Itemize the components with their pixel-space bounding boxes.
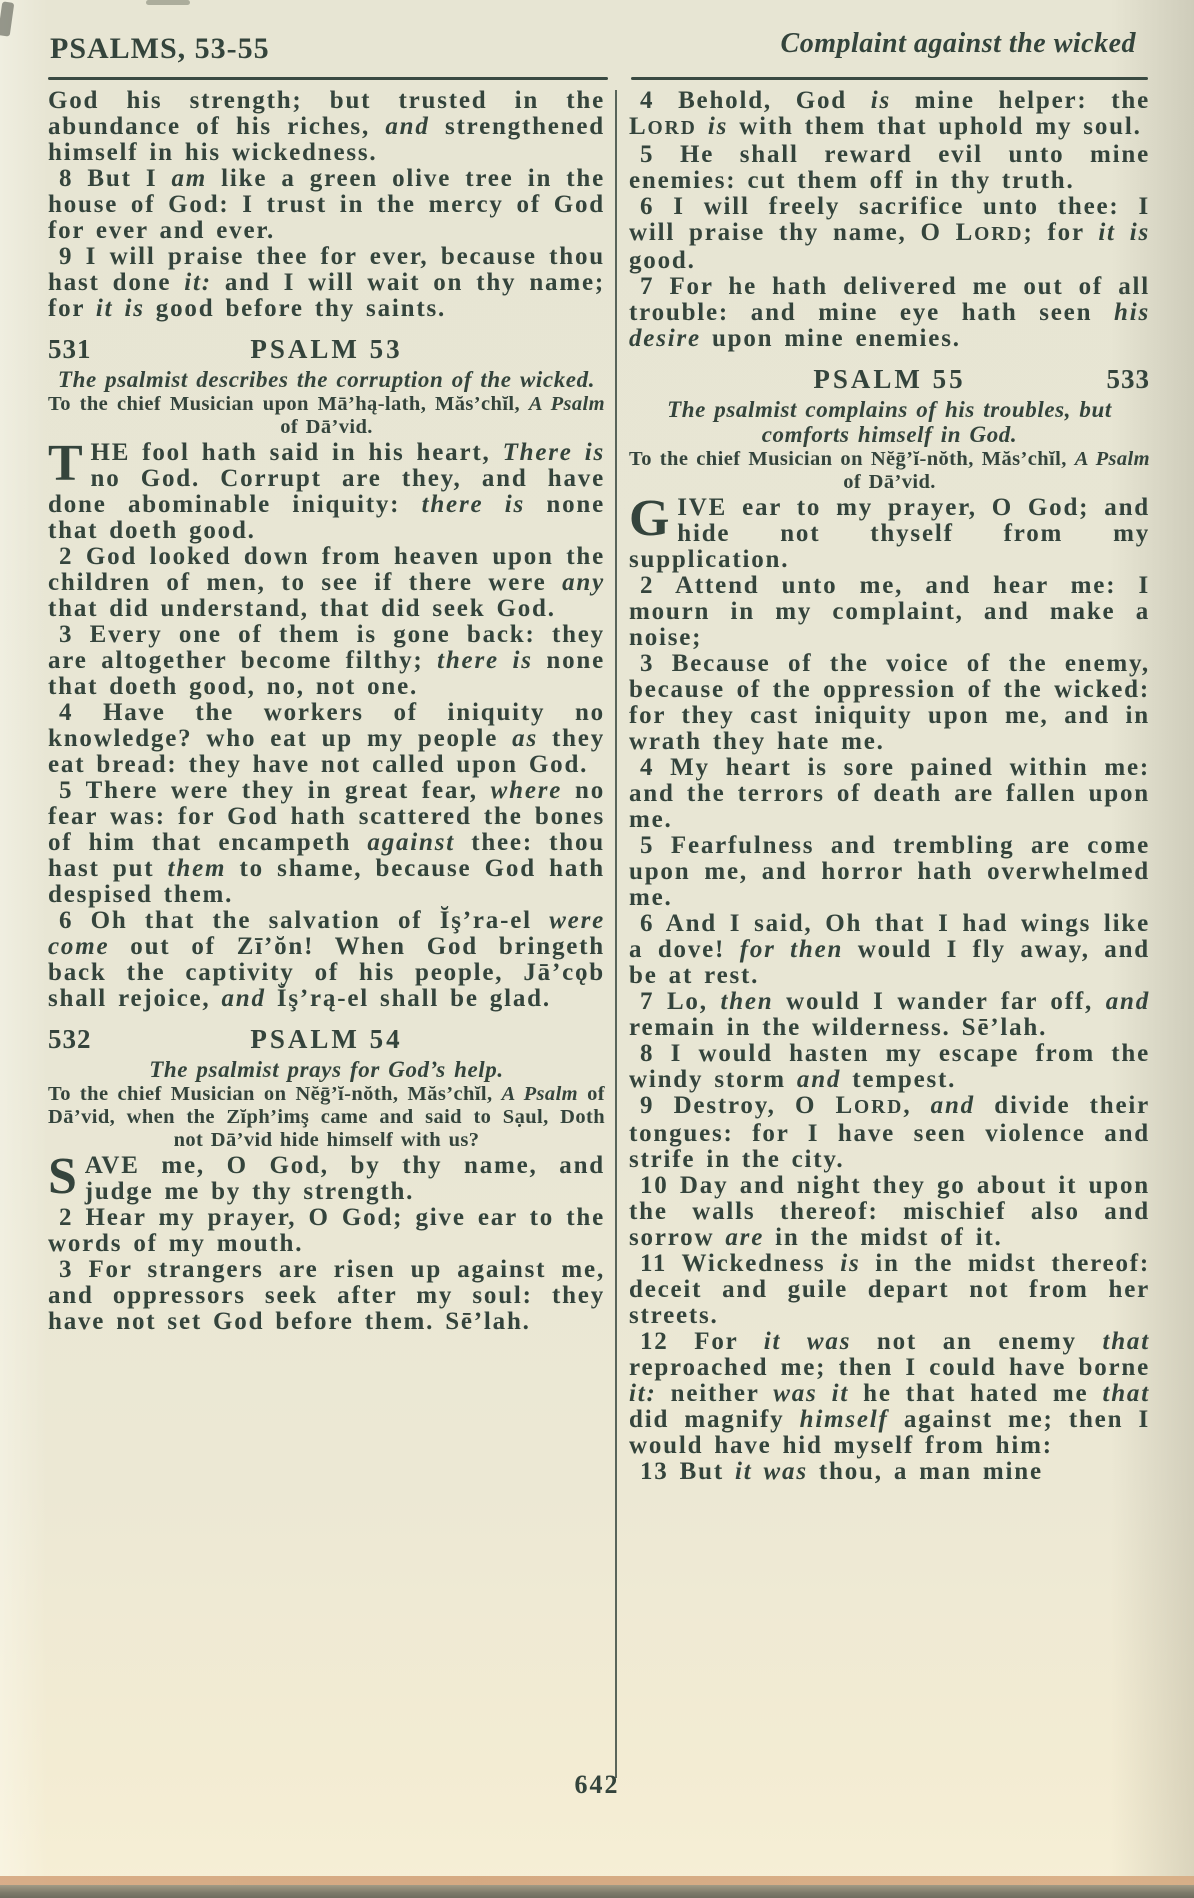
- italic-segment: The psalmist describes the corruption of the wicked.: [57, 367, 596, 392]
- verse: [629, 1093, 1150, 1173]
- psalm-inscription: [48, 393, 605, 439]
- page-edge-band: [0, 1876, 1194, 1885]
- running-head-left: PSALMS, 53-55: [50, 32, 270, 65]
- smallcaps-segment: ORD: [974, 224, 1024, 245]
- italic-segment: are: [725, 1224, 765, 1251]
- text-segment: they eat bread: they have not called upon God.: [48, 725, 606, 778]
- italic-segment: A Psalm: [501, 1083, 579, 1105]
- italic-segment: and: [796, 1066, 842, 1093]
- text-segment: 9 Destroy, O L: [640, 1092, 854, 1119]
- text-segment: 10 Day and night they go about it upon the walls thereof: mischief also and sorrow: [629, 1172, 1150, 1251]
- text-segment: 12 For: [640, 1328, 764, 1355]
- psalm-inscription: [629, 448, 1150, 494]
- text-segment: upon mine enemies.: [700, 325, 961, 352]
- verse: [48, 700, 605, 778]
- verse-continuation: [48, 88, 605, 166]
- italic-segment: am: [171, 165, 208, 192]
- text-segment: God his strength; but trusted in the abundance of his riches,: [48, 87, 605, 140]
- verse: [629, 1041, 1150, 1093]
- text-segment: no fear was: for God hath scattered the bones of him that encampeth: [48, 777, 606, 856]
- psalm-summary: [629, 397, 1150, 447]
- text-segment: 5 There were they in great fear,: [59, 777, 491, 804]
- scan-artifact: [146, 0, 190, 5]
- verse: [629, 1173, 1150, 1251]
- verse: [629, 989, 1150, 1041]
- verse: [48, 166, 605, 244]
- italic-segment: there is: [421, 491, 526, 518]
- text-segment: of Dā’vid.: [280, 416, 373, 438]
- text-segment: 2 God looked down from heaven upon the children of men, to see if there were: [48, 543, 605, 596]
- text-segment: To the chief Musician upon Mā’hą-lath, Măs’chĭl,: [48, 393, 529, 415]
- verse: [629, 573, 1150, 651]
- text-segment: ,: [903, 1092, 931, 1119]
- text-segment: good.: [629, 247, 696, 274]
- verse: [629, 755, 1150, 833]
- verse: [48, 1205, 605, 1257]
- italic-segment: The psalmist prays for God’s help.: [149, 1057, 504, 1082]
- text-segment: 4 My heart is sore pained within me: and the terrors of death are fallen upon me.: [629, 754, 1150, 833]
- text-segment: in the midst thereof: deceit and guile depart not from her streets.: [629, 1250, 1150, 1329]
- italic-segment: where: [490, 777, 563, 804]
- verse: [629, 1329, 1150, 1459]
- text-segment: out of Zī’ŏn! When God bringeth back the captivity of his people, Jā’cǫb shall rejoice,: [48, 933, 605, 1012]
- italic-segment: his desire: [629, 299, 1150, 352]
- drop-cap-letter: T: [48, 435, 85, 492]
- text-segment: would I wander far off,: [773, 988, 1106, 1015]
- text-segment: 5 Fearfulness and trembling are come upon me, and horror hath overwhelmed me.: [629, 832, 1150, 911]
- drop-cap-letter: S: [48, 1148, 79, 1205]
- text-segment: he that hated me: [849, 1380, 1103, 1407]
- verse-dropcap: [48, 1148, 605, 1205]
- verse: [629, 911, 1150, 989]
- text-segment: 6 I will freely sacrifice unto thee: I will praise thy name, O L: [629, 193, 1150, 246]
- italic-segment: against: [367, 829, 456, 856]
- text-segment: strengthened himself in his wickedness.: [48, 113, 606, 166]
- psalm-heading: [629, 364, 1150, 394]
- text-segment: 7 Lo,: [640, 988, 721, 1015]
- italic-segment: it was: [735, 1458, 808, 1485]
- text-segment: Ĭş’rą-el shall be glad.: [265, 985, 551, 1012]
- text-segment: to shame, because God hath despised them.: [48, 855, 605, 908]
- psalm-summary: [48, 1057, 605, 1082]
- text-segment: would I fly away, and be at rest.: [629, 936, 1150, 989]
- italic-segment: for then: [739, 936, 844, 963]
- italic-segment: there is: [437, 647, 533, 674]
- italic-segment: that: [1102, 1328, 1150, 1355]
- text-segment: remain in the wilderness. Sē’lah.: [629, 1014, 1048, 1041]
- psalm-title: PSALM 53: [250, 334, 403, 364]
- text-segment: 4 Behold, God: [640, 87, 871, 114]
- text-column-left: [48, 88, 605, 1335]
- text-segment: 5 He shall reward evil unto mine enemies: cut them off in thy truth.: [629, 141, 1150, 194]
- text-segment: 4 Have the workers of iniquity no knowledge? who eat up my people: [48, 699, 605, 752]
- text-segment: 6 And I said, Oh that I had wings like a dove!: [629, 910, 1150, 963]
- psalm-section-number-left: 532: [48, 1024, 92, 1054]
- psalm-heading: [48, 1024, 605, 1054]
- text-segment: 2 Attend unto me, and hear me: I mourn in my complaint, and make a noise;: [629, 572, 1150, 651]
- italic-segment: and: [385, 113, 430, 140]
- text-segment: like a green olive tree in the house of God: I trust in the mercy of God for ever and ever.: [48, 165, 605, 244]
- text-segment: thou, a man mine: [807, 1458, 1043, 1485]
- text-segment: no God. Corrupt are they, and have done abominable iniquity:: [48, 465, 605, 518]
- text-segment: ; for: [1023, 219, 1099, 246]
- text-segment: not an enemy: [851, 1328, 1103, 1355]
- psalm-section-number-right: 533: [1106, 364, 1150, 394]
- italic-segment: The psalmist complains of his troubles, but comforts himself in God.: [667, 397, 1112, 447]
- text-segment: none that doeth good.: [48, 491, 605, 544]
- verse: [629, 142, 1150, 194]
- header-rule-right: [631, 77, 1148, 80]
- italic-segment: them: [167, 855, 227, 882]
- text-segment: of Dā’vid, when the Zĭph’imş came and said to Sạul, Doth not Dā’vid hide himself with us?: [48, 1083, 606, 1151]
- verse: [48, 622, 605, 700]
- text-segment: 9 I will praise thee for ever, because thou hast done: [48, 243, 605, 296]
- text-segment: that did understand, that did seek God.: [48, 595, 556, 622]
- psalm-section-number-left: 531: [48, 334, 92, 364]
- italic-segment: himself: [799, 1406, 889, 1433]
- column-divider: [615, 90, 617, 1778]
- italic-segment: was it: [773, 1380, 850, 1407]
- header-rule-left: [48, 77, 608, 80]
- text-segment: and I will wait on thy name; for: [48, 269, 605, 322]
- verse-dropcap: [629, 490, 1150, 573]
- text-segment: 11 Wickedness: [640, 1250, 841, 1277]
- italic-segment: it:: [184, 269, 212, 296]
- italic-segment: A Psalm: [528, 393, 605, 415]
- italic-segment: and: [1105, 988, 1150, 1015]
- text-segment: AVE me, O God, by thy name, and judge me by thy strength.: [84, 1152, 605, 1205]
- drop-cap-letter: G: [629, 490, 672, 547]
- text-segment: good before thy saints.: [144, 295, 447, 322]
- italic-segment: it was: [763, 1328, 852, 1355]
- italic-segment: that: [1102, 1380, 1150, 1407]
- italic-segment: were come: [48, 907, 605, 960]
- text-segment: 3 Every one of them is gone back: they are altogether become filthy;: [48, 621, 605, 674]
- verse: [48, 908, 605, 1012]
- psalm-heading: [48, 334, 605, 364]
- text-segment: 13 But: [640, 1458, 736, 1485]
- verse-dropcap: [48, 435, 606, 544]
- running-head-right: Complaint against the wicked: [780, 28, 1136, 59]
- page-number: 642: [574, 1770, 620, 1799]
- text-segment: 8 I would hasten my escape from the windy storm: [629, 1040, 1150, 1093]
- verse: [629, 274, 1150, 352]
- text-segment: with them that uphold my soul.: [728, 113, 1142, 140]
- italic-segment: and: [221, 985, 266, 1012]
- text-segment: tempest.: [841, 1066, 957, 1093]
- psalm-summary: [48, 367, 605, 392]
- text-segment: HE fool hath said in his heart,: [90, 439, 503, 466]
- text-segment: thee: thou hast put: [48, 829, 605, 882]
- text-segment: 3 Because of the voice of the enemy, because of the oppression of the wicked: for they cast iniquity upon me, and in wrath they hate me.: [629, 650, 1150, 755]
- italic-segment: it is: [1098, 219, 1150, 246]
- smallcaps-segment: ORD: [853, 1097, 904, 1118]
- text-segment: against me; then I would have hid myself from him:: [629, 1406, 1151, 1459]
- verse: [48, 778, 605, 908]
- text-segment: of Dā’vid.: [843, 471, 936, 493]
- text-segment: 8 But I: [59, 165, 172, 192]
- text-segment: IVE ear to my prayer, O God; and hide not thyself from my supplication.: [629, 494, 1150, 573]
- verse: [629, 651, 1150, 755]
- italic-segment: any: [562, 569, 605, 596]
- psalm-inscription: [48, 1083, 605, 1152]
- italic-segment: There is: [502, 439, 606, 466]
- text-column-right: [629, 88, 1150, 1485]
- verse: [629, 194, 1150, 274]
- scan-artifact: [0, 1, 14, 36]
- italic-segment: is: [707, 113, 729, 140]
- text-segment: mine helper: the L: [629, 87, 1150, 140]
- verse: [48, 244, 605, 322]
- italic-segment: then: [720, 988, 774, 1015]
- psalm-title: PSALM 54: [250, 1024, 403, 1054]
- italic-segment: it is: [95, 295, 145, 322]
- text-segment: did magnify: [629, 1406, 800, 1433]
- text-segment: none that doeth good, no, not one.: [48, 647, 605, 700]
- italic-segment: A Psalm: [1074, 448, 1150, 470]
- page-edge-shadow: [0, 1885, 1194, 1898]
- text-segment: [697, 113, 708, 140]
- verse: [629, 833, 1150, 911]
- text-segment: divide their tongues: for I have seen violence and strife in the city.: [629, 1092, 1151, 1173]
- psalm-title: PSALM 55: [813, 364, 966, 394]
- text-segment: 6 Oh that the salvation of Ĭş’ra-el: [59, 907, 550, 934]
- italic-segment: is: [840, 1250, 861, 1277]
- text-segment: 2 Hear my prayer, O God; give ear to the words of my mouth.: [48, 1204, 605, 1257]
- text-segment: 7 For he hath delivered me out of all trouble: and mine eye hath seen: [629, 273, 1150, 326]
- italic-segment: and: [930, 1092, 975, 1119]
- text-segment: To the chief Musician on Nĕḡ’ĭ-nŏth, Măs’chĭl,: [629, 448, 1075, 470]
- smallcaps-segment: ORD: [647, 118, 697, 139]
- text-segment: neither: [656, 1380, 774, 1407]
- verse: [629, 1459, 1150, 1485]
- verse: [629, 88, 1150, 142]
- text-segment: 3 For strangers are risen up against me, and oppressors seek after my soul: they have not set God before them. Sē’lah.: [48, 1256, 605, 1335]
- verse: [48, 544, 605, 622]
- verse: [629, 1251, 1150, 1329]
- text-segment: in the midst of it.: [764, 1224, 1003, 1251]
- italic-segment: it:: [629, 1380, 657, 1407]
- text-segment: To the chief Musician on Nĕḡ’ĭ-nŏth, Măs’chĭl,: [48, 1083, 502, 1105]
- text-segment: reproached me; then I could have borne: [629, 1354, 1150, 1381]
- verse: [48, 1257, 605, 1335]
- italic-segment: as: [512, 725, 538, 752]
- italic-segment: is: [870, 87, 892, 114]
